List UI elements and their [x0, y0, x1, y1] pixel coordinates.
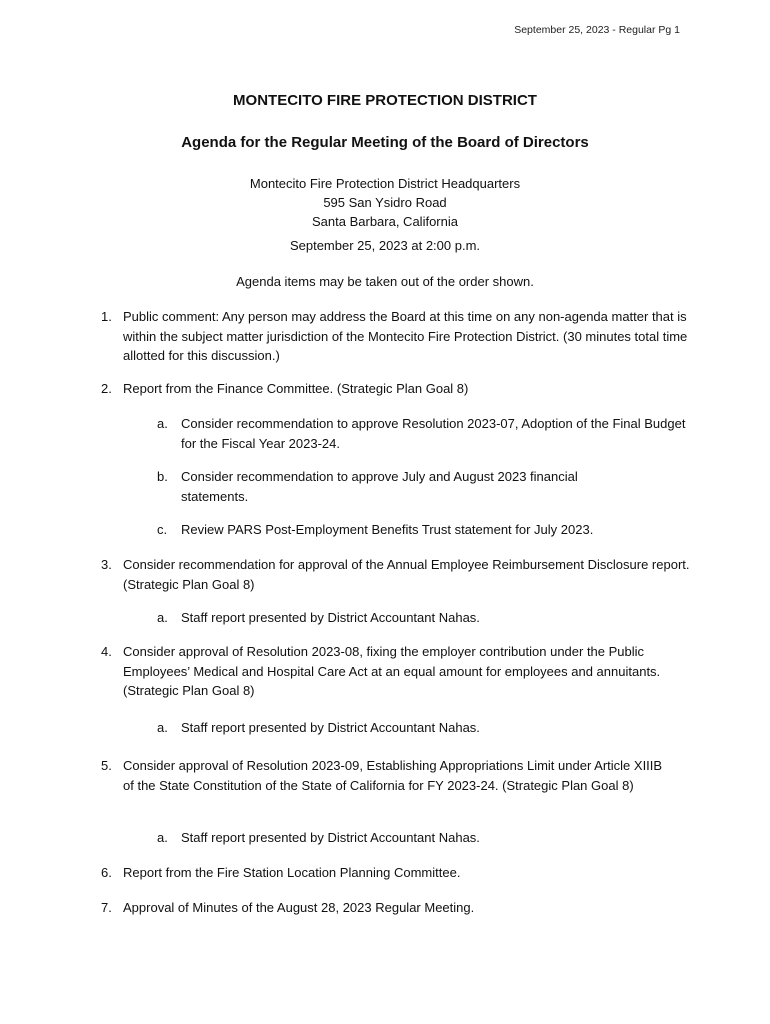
location-line: 595 San Ysidro Road: [323, 195, 447, 210]
item-text: Report from the Finance Committee. (Strategic Plan Goal 8): [123, 381, 469, 396]
item-text: Report from the Fire Station Location Planning Committee.: [123, 865, 461, 880]
meeting-datetime: September 25, 2023 at 2:00 p.m.: [289, 238, 481, 253]
item-number: 1.: [101, 309, 112, 324]
agenda-title: Agenda for the Regular Meeting of the Board of Directors: [181, 134, 589, 151]
agenda-item: [101, 642, 691, 701]
agenda-subitem: [157, 828, 687, 848]
item-number: 5.: [101, 758, 112, 773]
item-text: Consider recommendation for approval of the Annual Employee Reimbursement Disclosure report. (Strategic Plan Goal 8): [123, 557, 690, 592]
subitem-text: Consider recommendation to approve July and August 2023 financial statements.: [181, 469, 578, 504]
agenda-item: [101, 756, 691, 795]
subitem-letter: a.: [157, 830, 168, 845]
subitem-text: Review PARS Post-Employment Benefits Trust statement for July 2023.: [181, 522, 594, 537]
agenda-subitem: [157, 608, 687, 628]
agenda-item: [101, 863, 691, 883]
item-number: 4.: [101, 644, 112, 659]
subitem-text: Consider recommendation to approve Resolution 2023-07, Adoption of the Final Budget for the Fiscal Year 2023-24.: [181, 416, 686, 451]
location-line: Santa Barbara, California: [312, 214, 458, 229]
subitem-letter: a.: [157, 416, 168, 431]
subitem-letter: b.: [157, 469, 168, 484]
item-text: Approval of Minutes of the August 28, 2023 Regular Meeting.: [123, 900, 475, 915]
subitem-text: Staff report presented by District Accountant Nahas.: [181, 610, 480, 625]
item-number: 7.: [101, 900, 112, 915]
agenda-item: [101, 307, 691, 366]
subitem-letter: a.: [157, 720, 168, 735]
subitem-letter: a.: [157, 610, 168, 625]
item-number: 6.: [101, 865, 112, 880]
agenda-item: [101, 898, 691, 918]
meeting-location: [0, 174, 770, 231]
item-number: 2.: [101, 381, 112, 396]
item-text: Consider approval of Resolution 2023-09, Establishing Appropriations Limit under Article XIIIB of the State Constitution of the State of California for FY 2023-24. (Strategic Plan Goal 8): [123, 758, 663, 793]
order-note: Agenda items may be taken out of the order shown.: [236, 274, 534, 289]
item-text: Consider approval of Resolution 2023-08, fixing the employer contribution under the Public Employees’ Medical and Hospital Care Act at an equal amount for employees and annuitants. (Strategic Plan Goal 8): [123, 644, 661, 698]
agenda-subitem: [157, 467, 687, 506]
subitem-text: Staff report presented by District Accountant Nahas.: [181, 830, 480, 845]
agenda-item: [101, 379, 691, 399]
subitem-letter: c.: [157, 522, 168, 537]
agenda-subitem: [157, 718, 687, 738]
district-title: MONTECITO FIRE PROTECTION DISTRICT: [233, 92, 537, 109]
agenda-subitem: [157, 414, 687, 453]
running-header: September 25, 2023 - Regular Pg 1: [514, 24, 680, 36]
agenda-item: [101, 555, 691, 594]
location-line: Montecito Fire Protection District Headquarters: [249, 176, 521, 191]
subitem-text: Staff report presented by District Accountant Nahas.: [181, 720, 480, 735]
agenda-subitem: [157, 520, 687, 540]
item-number: 3.: [101, 557, 112, 572]
item-text: Public comment: Any person may address the Board at this time on any non-agenda matter that is within the subject matter jurisdiction of the Montecito Fire Protection District. (30 minutes total time allotted for this discussion.): [123, 309, 688, 363]
